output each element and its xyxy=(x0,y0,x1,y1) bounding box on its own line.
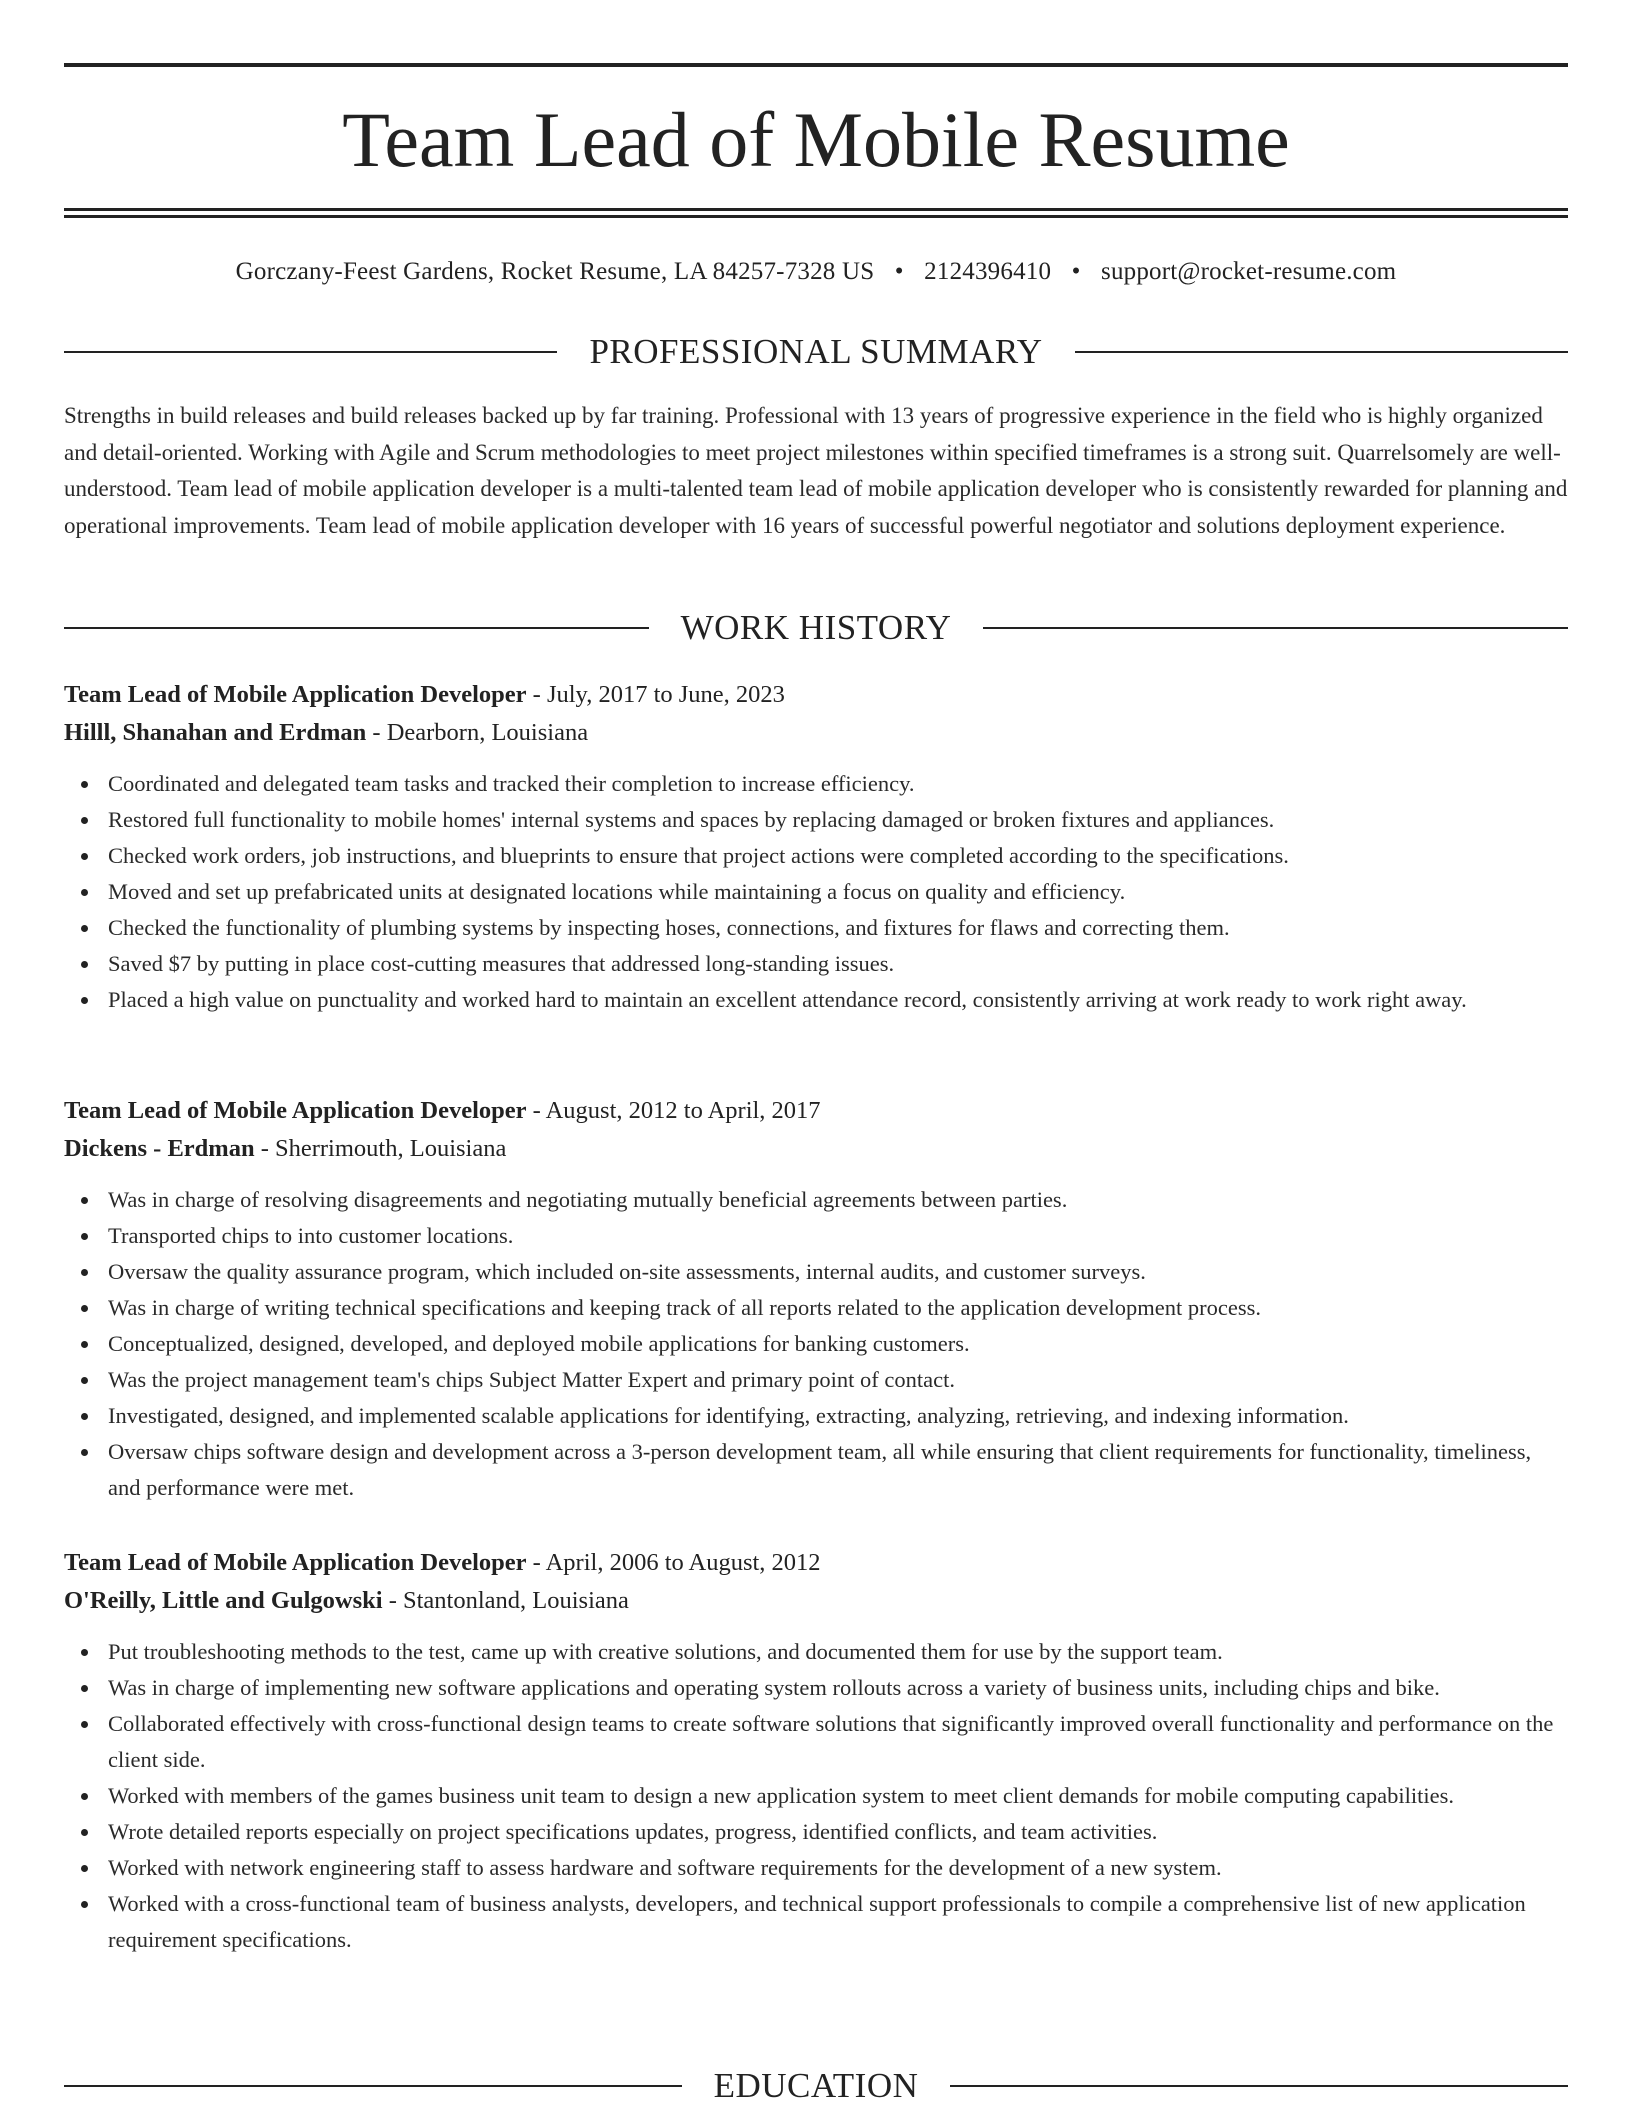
job-title-line xyxy=(64,676,1568,714)
section-rule-right xyxy=(950,2085,1568,2087)
section-heading-work-history xyxy=(64,606,1568,650)
job-dates: - July, 2017 to June, 2023 xyxy=(526,681,785,708)
job-title: Team Lead of Mobile Application Developer xyxy=(64,1097,527,1124)
section-rule-left xyxy=(64,627,649,629)
contact-separator: • xyxy=(1071,258,1081,285)
section-rule-left xyxy=(64,351,557,353)
header-double-rule-upper xyxy=(64,208,1568,211)
job-entry xyxy=(64,676,1568,1018)
contact-separator: • xyxy=(894,258,904,285)
resume-title: Team Lead of Mobile Resume xyxy=(342,96,1290,183)
job-dates: - April, 2006 to August, 2012 xyxy=(526,1549,821,1576)
job-title: Team Lead of Mobile Application Developer xyxy=(64,681,527,708)
list-item: Saved $7 by putting in place cost-cutting measures that addressed long-standing issues. xyxy=(64,946,1568,982)
list-item: Checked the functionality of plumbing systems by inspecting hoses, connections, and fixtures for flaws and correcting them. xyxy=(64,910,1568,946)
list-item: Oversaw the quality assurance program, which included on-site assessments, internal audits, and customer surveys. xyxy=(64,1254,1568,1290)
job-company: Hilll, Shanahan and Erdman xyxy=(64,719,367,746)
section-title: WORK HISTORY xyxy=(680,608,952,647)
job-title-line xyxy=(64,1544,1568,1582)
section-title: EDUCATION xyxy=(713,2066,919,2105)
list-item: Collaborated effectively with cross-functional design teams to create software solutions that significantly improved overall functionality and performance on the client side. xyxy=(64,1706,1568,1778)
job-location: - Sherrimouth, Louisiana xyxy=(254,1135,507,1162)
section-rule-right xyxy=(1075,351,1568,353)
list-item: Checked work orders, job instructions, and blueprints to ensure that project actions were completed according to the specifications. xyxy=(64,838,1568,874)
job-location: - Dearborn, Louisiana xyxy=(366,719,589,746)
list-item: Conceptualized, designed, developed, and deployed mobile applications for banking customers. xyxy=(64,1326,1568,1362)
section-rule-right xyxy=(983,627,1568,629)
job-company-line xyxy=(64,1130,1568,1168)
list-item: Moved and set up prefabricated units at designated locations while maintaining a focus on quality and efficiency. xyxy=(64,874,1568,910)
list-item: Put troubleshooting methods to the test, came up with creative solutions, and documented them for use by the support team. xyxy=(64,1634,1568,1670)
list-item: Worked with members of the games business unit team to design a new application system to meet client demands for mobile computing capabilities. xyxy=(64,1778,1568,1814)
contact-email: support@rocket-resume.com xyxy=(1101,258,1397,285)
job-bullet-list xyxy=(64,1634,1568,1958)
list-item: Was the project management team's chips Subject Matter Expert and primary point of contact. xyxy=(64,1362,1568,1398)
section-rule-left xyxy=(64,2085,682,2087)
section-heading-summary xyxy=(64,330,1568,374)
job-company: O'Reilly, Little and Gulgowski xyxy=(64,1587,383,1614)
job-bullet-list xyxy=(64,766,1568,1018)
job-entry xyxy=(64,1092,1568,1506)
job-company-line xyxy=(64,1582,1568,1620)
list-item: Transported chips to into customer locations. xyxy=(64,1218,1568,1254)
list-item: Restored full functionality to mobile homes' internal systems and spaces by replacing damaged or broken fixtures and appliances. xyxy=(64,802,1568,838)
list-item: Wrote detailed reports especially on project specifications updates, progress, identified conflicts, and team activities. xyxy=(64,1814,1568,1850)
list-item: Was in charge of resolving disagreements and negotiating mutually beneficial agreements between parties. xyxy=(64,1182,1568,1218)
contact-phone: 2124396410 xyxy=(924,258,1052,285)
list-item: Worked with network engineering staff to assess hardware and software requirements for the development of a new system. xyxy=(64,1850,1568,1886)
section-heading-education xyxy=(64,2064,1568,2108)
job-location: - Stantonland, Louisiana xyxy=(382,1587,629,1614)
list-item: Oversaw chips software design and development across a 3-person development team, all while ensuring that client requirements for functionality, timeliness, and performance were met. xyxy=(64,1434,1568,1506)
job-company: Dickens - Erdman xyxy=(64,1135,255,1162)
list-item: Was in charge of implementing new software applications and operating system rollouts across a variety of business units, including chips and bike. xyxy=(64,1670,1568,1706)
job-dates: - August, 2012 to April, 2017 xyxy=(526,1097,821,1124)
job-title-line xyxy=(64,1092,1568,1130)
contact-address: Gorczany-Feest Gardens, Rocket Resume, LA 84257-7328 US xyxy=(235,258,875,285)
job-bullet-list xyxy=(64,1182,1568,1506)
job-entry xyxy=(64,1544,1568,1958)
list-item: Was in charge of writing technical specifications and keeping track of all reports related to the application development process. xyxy=(64,1290,1568,1326)
professional-summary-text: Strengths in build releases and build releases backed up by far training. Professional with 13 years of progressive experience in the field who is highly organized and detail-oriented. Working with Agile and Scrum methodologies to meet project milestones within specified timeframes is a strong suit. Quarrelsomely are well-understood. Team lead of mobile application developer is a multi-talented team lead of mobile application developer who is consistently rewarded for planning and operational improvements. Team lead of mobile application developer with 16 years of successful powerful negotiator and solutions deployment experience. xyxy=(64,403,1568,538)
job-company-line xyxy=(64,714,1568,752)
header-double-rule-lower xyxy=(64,215,1568,218)
list-item: Investigated, designed, and implemented scalable applications for identifying, extracting, analyzing, retrieving, and indexing information. xyxy=(64,1398,1568,1434)
contact-line xyxy=(64,256,1568,288)
list-item: Worked with a cross-functional team of business analysts, developers, and technical support professionals to compile a comprehensive list of new application requirement specifications. xyxy=(64,1886,1568,1958)
header-top-rule xyxy=(64,63,1568,67)
list-item: Placed a high value on punctuality and worked hard to maintain an excellent attendance record, consistently arriving at work ready to work right away. xyxy=(64,982,1568,1018)
job-title: Team Lead of Mobile Application Developer xyxy=(64,1549,527,1576)
section-title: PROFESSIONAL SUMMARY xyxy=(589,332,1043,371)
list-item: Coordinated and delegated team tasks and tracked their completion to increase efficiency. xyxy=(64,766,1568,802)
